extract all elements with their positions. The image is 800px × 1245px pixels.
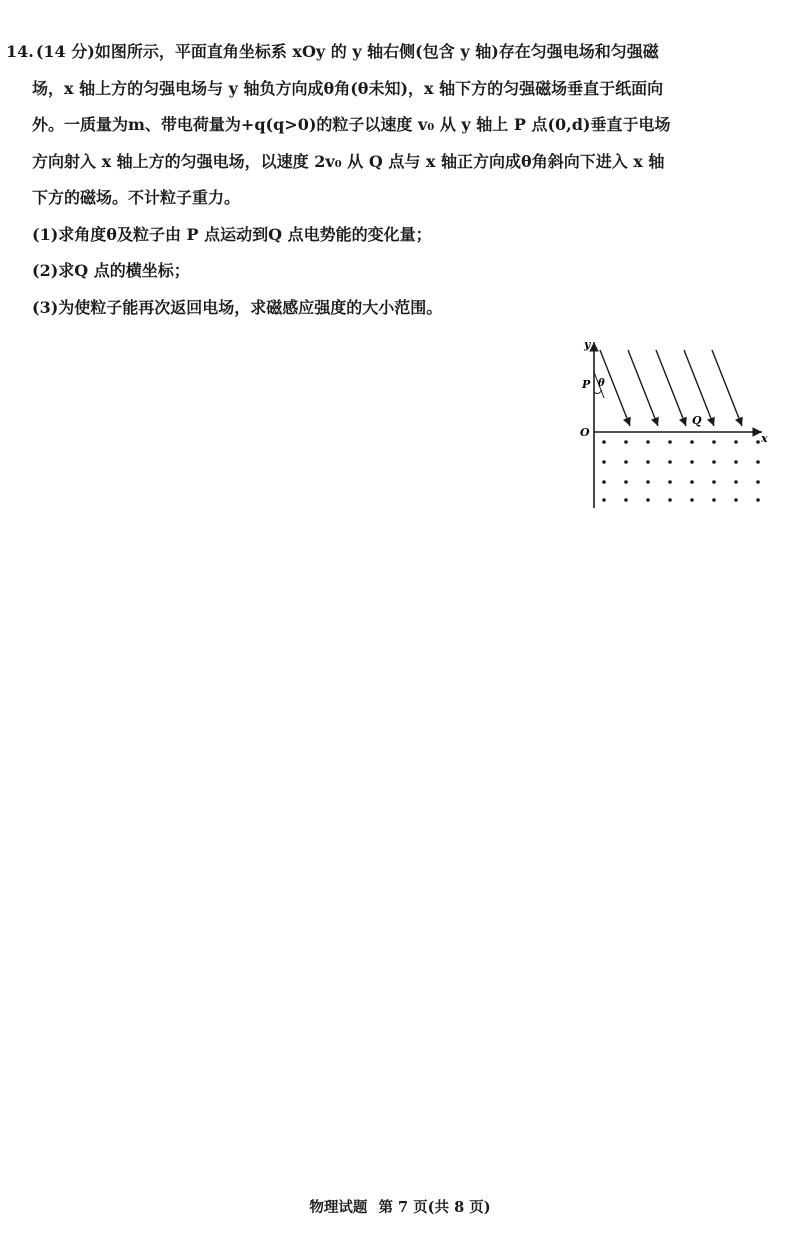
field-dot: [668, 460, 672, 464]
field-dot: [756, 480, 760, 484]
problem-stem-line-2: 场，x 轴上方的匀强电场与 y 轴负方向成θ角(θ未知)，x 轴下方的匀强磁场垂直于纸面向: [32, 78, 664, 98]
field-dot: [690, 440, 694, 444]
angle-label: θ: [598, 378, 605, 389]
y-axis-label: y: [584, 338, 591, 351]
problem-stem-line-5: 下方的磁场。不计粒子重力。: [32, 188, 241, 207]
field-dot: [602, 498, 606, 502]
field-dot: [646, 480, 650, 484]
field-dot: [624, 498, 628, 502]
field-line: [656, 350, 686, 426]
field-line: [712, 350, 742, 426]
field-dot: [756, 460, 760, 464]
field-dot: [668, 440, 672, 444]
question-1: (1)求角度θ及粒子由 P 点运动到Q 点电势能的变化量；: [32, 224, 432, 244]
field-dot: [734, 460, 738, 464]
field-dot: [668, 498, 672, 502]
field-dot: [668, 480, 672, 484]
field-dot: [690, 498, 694, 502]
magnetic-field-dots: [602, 440, 760, 502]
field-dot: [734, 498, 738, 502]
problem-points: (14 分): [35, 42, 95, 61]
field-dot: [712, 498, 716, 502]
field-dot: [646, 460, 650, 464]
problem-stem-line-4: 方向射入 x 轴上方的匀强电场，以速度 2v₀ 从 Q 点与 x 轴正方向成θ角斜向下进入 x 轴: [32, 151, 665, 171]
footer-subject: 物理试题: [309, 1199, 368, 1216]
problem-stem-line-1: [6, 34, 776, 71]
field-dot: [734, 440, 738, 444]
problem-14: [6, 34, 776, 326]
origin-label: O: [580, 426, 590, 439]
field-dot: [602, 480, 606, 484]
field-dot: [712, 460, 716, 464]
stem-text-1: 如图所示，平面直角坐标系 xOy 的 y 轴右侧(包含 y 轴)存在匀强电场和匀强磁: [94, 42, 659, 61]
question-2: (2)求Q 点的横坐标；: [32, 261, 190, 280]
field-dot: [712, 480, 716, 484]
field-line: [628, 350, 658, 426]
field-dot: [734, 480, 738, 484]
problem-number: 14.: [6, 42, 34, 61]
page-footer: [0, 1196, 800, 1217]
question-3: (3)为使粒子能再次返回电场，求磁感应强度的大小范围。: [32, 297, 443, 317]
x-axis-label: x: [761, 432, 768, 445]
field-dot: [646, 440, 650, 444]
field-dot: [690, 480, 694, 484]
field-dot: [602, 440, 606, 444]
field-dot: [756, 440, 760, 444]
field-dot: [756, 498, 760, 502]
electric-field-lines: [600, 350, 742, 426]
footer-page-number: 第 7 页(共 8 页): [378, 1199, 491, 1216]
field-dot: [712, 440, 716, 444]
field-dot: [690, 460, 694, 464]
field-dot: [624, 440, 628, 444]
point-p-label: P: [582, 378, 591, 391]
field-dot: [624, 460, 628, 464]
point-q-label: Q: [692, 414, 702, 427]
field-dot: [624, 480, 628, 484]
field-dot: [646, 498, 650, 502]
problem-stem-line-3: 外。一质量为m、带电荷量为+q(q>0)的粒子以速度 v₀ 从 y 轴上 P 点(0,d)垂直于电场: [32, 115, 671, 134]
field-diagram: [572, 336, 772, 512]
field-dot: [602, 460, 606, 464]
